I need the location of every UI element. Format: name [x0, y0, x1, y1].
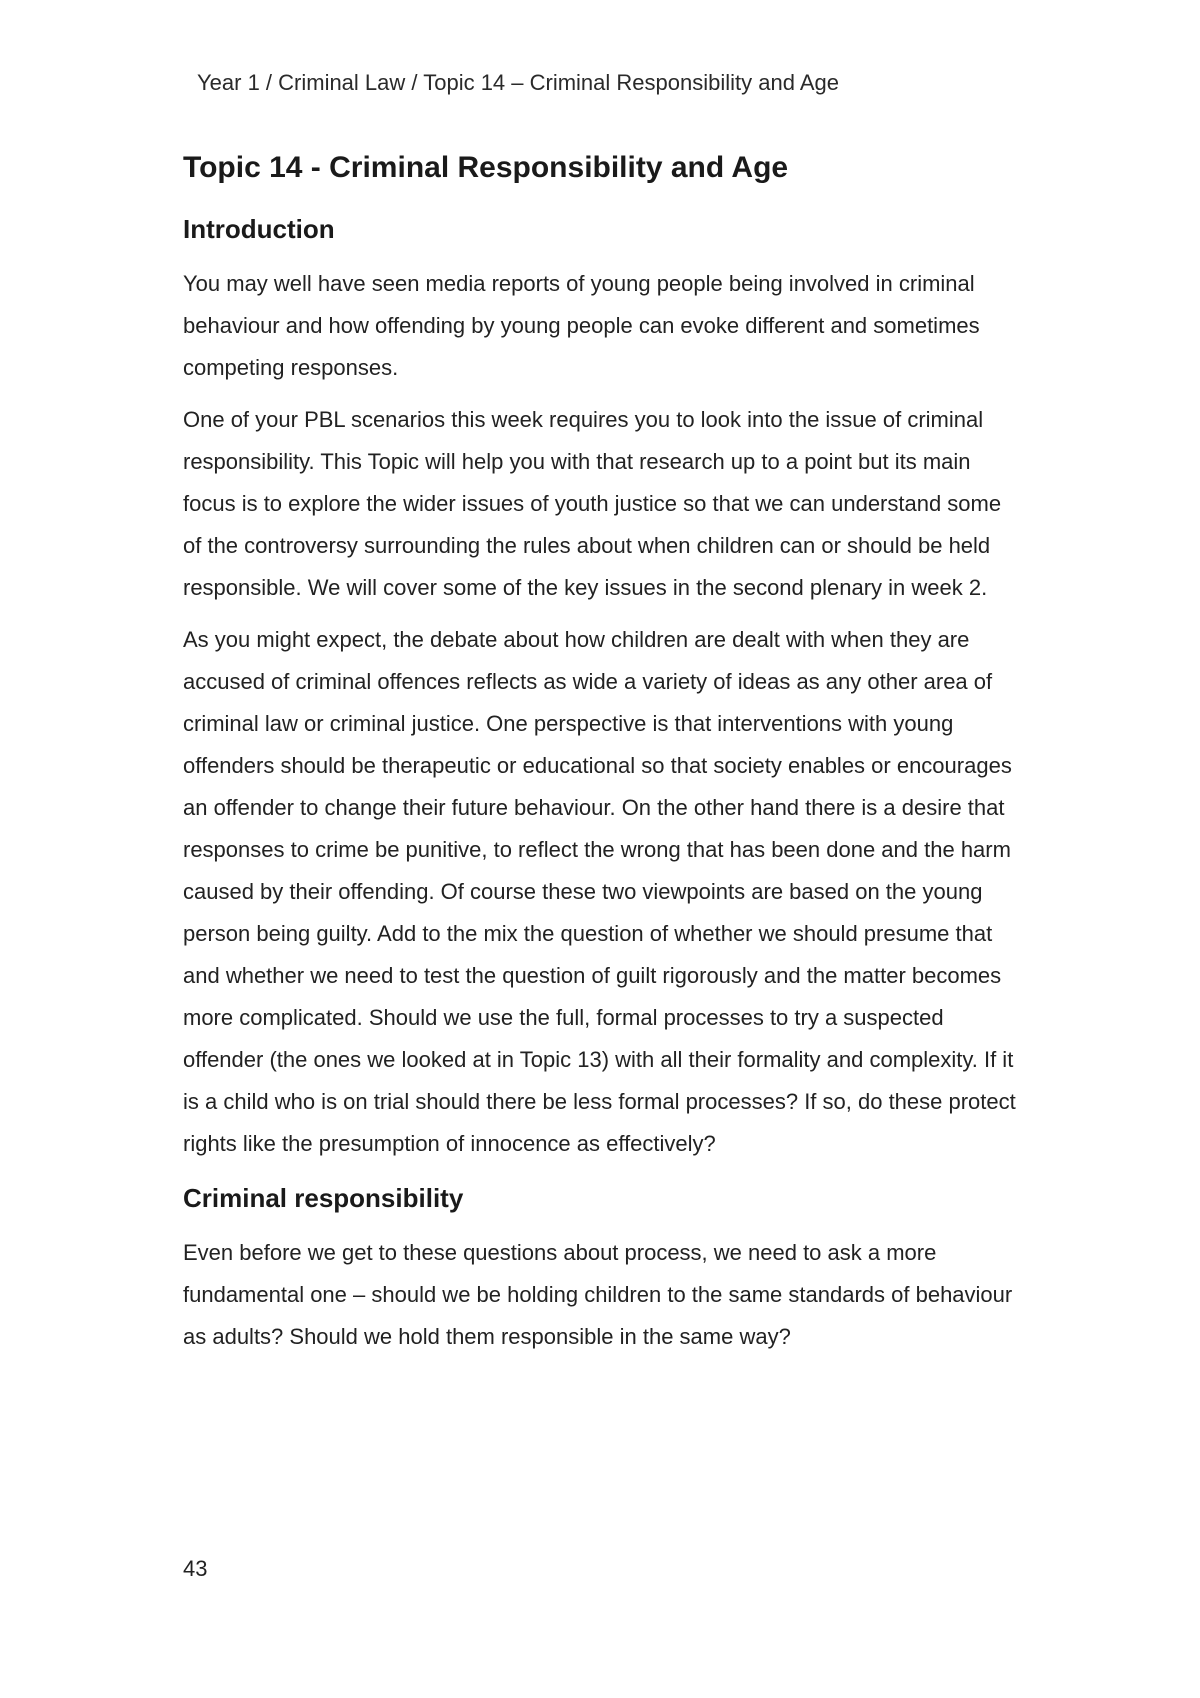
paragraph: One of your PBL scenarios this week requires you to look into the issue of criminal responsibility. This Topic will help you with that research up to a point but its main focus is to explore the wider issues of youth justice so that we can understand some of the controversy surrounding the rules about when children can or should be held responsible. We will cover some of the key issues in the second plenary in week 2.: [183, 407, 1002, 601]
paragraph: Even before we get to these questions about process, we need to ask a more fundamental one – should we be holding children to the same standards of behaviour as adults? Should we hold them responsible in the same way?: [183, 1240, 1013, 1350]
running-header-breadcrumb: Year 1 / Criminal Law / Topic 14 – Criminal Responsibility and Age: [197, 70, 839, 95]
section-heading-introduction: Introduction: [183, 214, 335, 244]
page-number: 43: [183, 1556, 208, 1581]
page-title: Topic 14 - Criminal Responsibility and Age: [183, 151, 789, 184]
page-content: [183, 150, 1023, 1368]
section-heading-criminal-responsibility: Criminal responsibility: [183, 1183, 464, 1214]
paragraph: You may well have seen media reports of young people being involved in criminal behaviour and how offending by young people can evoke different and sometimes competing responses.: [183, 271, 980, 381]
paragraph: As you might expect, the debate about how children are dealt with when they are accused of criminal offences reflects as wide a variety of ideas as any other area of criminal law or criminal justice. One perspective is that interventions with young offenders should be therapeutic or educational so that society enables or encourages an offender to change their future behaviour. On the other hand there is a desire that responses to crime be punitive, to reflect the wrong that has been done and the harm caused by their offending. Of course these two viewpoints are based on the young person being guilty. Add to the mix the question of whether we should presume that and whether we need to test the question of guilt rigorously and the matter becomes more complicated. Should we use the full, formal processes to try a suspected offender (the ones we looked at in Topic 13) with all their formality and complexity. If it is a child who is on trial should there be less formal processes? If so, do these protect rights like the presumption of innocence as effectively?: [183, 627, 1016, 1157]
